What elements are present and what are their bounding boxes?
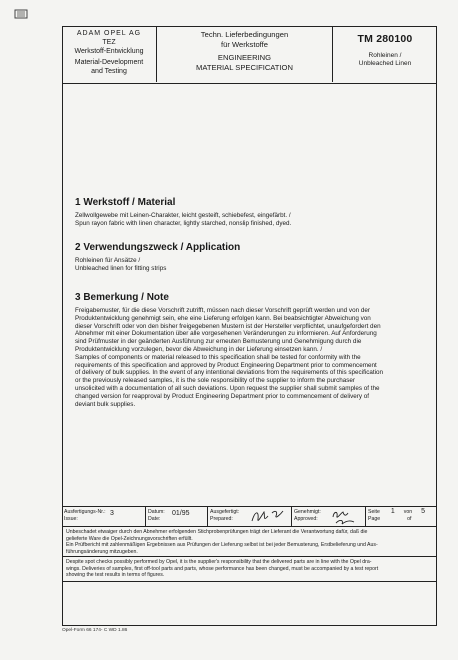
text-line: sind Prüfmuster in der geänderten Ausführung zur erneuten Bemusterung und Genehmigung durch die (75, 338, 362, 346)
section-note (75, 292, 430, 408)
spec-name (333, 52, 437, 68)
section-body (75, 307, 430, 408)
prepared-label-en: Prepared: (210, 515, 233, 522)
title-de-1: Techn. Lieferbedingungen (200, 30, 289, 39)
form-number: Opel-Form 66 174- C WD 1.86 (62, 628, 128, 633)
approved-label-en: Approved: (294, 515, 318, 522)
text-line: Spun rayon fabric with linen character, lightly starched, nonslip finished, dyed. (75, 219, 292, 227)
text-line: changed version for reapproval by Product Engineering Department prior to commencement of delivery of (75, 392, 370, 400)
prepared-signature-icon (250, 507, 290, 526)
approved-signature-icon (330, 507, 364, 526)
text-line: dieser Vorschrift oder von den bisher freigegebenen Mustern ist der Hersteller verpflichtet, unaufgefordert den (75, 322, 381, 330)
dept-en-1: Material-Development (74, 59, 144, 66)
page-value: 1 (390, 508, 395, 515)
header-spec-block (333, 26, 437, 82)
approved-label-de: Genehmigt: (294, 509, 321, 515)
text-line: Abnehmer mit einer Dokumentation über alle vorgesehenen Veränderungen zu informieren. Auf Anforderung (75, 330, 377, 338)
spec-number: TM 280100 (357, 33, 413, 45)
date-label-en: Date: (148, 515, 161, 522)
note-line: showing the test results in terms of figures. (66, 572, 165, 578)
header-title-block (157, 26, 333, 82)
section-heading: 1 Werkstoff / Material (75, 197, 176, 208)
text-line: Produktentwicklung vorzulegen, bevor die Abweichung in der Lieferung einsetzen kann. / (75, 345, 323, 353)
issue-cell (62, 507, 146, 526)
of-label-de: von (403, 509, 413, 515)
title-de-2: für Werkstoffe (221, 39, 268, 49)
note-line: Ein Prüfbericht mit zahlenmäßigen Ergebnissen aus Prüfungen der Lieferung selbst ist bei jeder Bemusterung, Erstbelieferung und Aus- (66, 542, 378, 548)
note-line: Unbeschadet etwaiger durch den Abnehmer erfolgenden Stichprobenprüfungen trägt der Lieferant die Verantwortung dafür, daß die (66, 529, 368, 535)
spec-name-2: Unbleached Linen (358, 60, 412, 67)
spec-name-1: Rohleinen / (368, 52, 402, 59)
note-line: gelieferte Ware die Opel-Zeichnungsvorschriften erfüllt. (66, 535, 193, 542)
text-line: unsolicited with a documentation of all such deviations. Upon request the supplier shall submit samples of the (75, 384, 380, 392)
title-en-2: MATERIAL SPECIFICATION (196, 62, 293, 72)
note-line: führungsänderung mitzugeben. (66, 548, 138, 555)
prepared-label-de: Ausgefertigt: (210, 509, 240, 515)
text-line: Unbleached linen for fitting strips (75, 264, 167, 272)
page-cell (366, 507, 437, 526)
text-line: of delivery of bulk supplies. In the event of any intentional deviations from the requirements of this specification (75, 369, 384, 377)
prepared-cell (208, 507, 292, 526)
section-application (75, 242, 430, 273)
text-line: Zellwollgewebe mit Leinen-Charakter, leicht gesteift, schiebefest, eingefärbt. / (75, 212, 291, 219)
note-line: wings. Deliveries of samples, first off-tool parts and parts, whose performance has been changed, must be accompanied by a test report (66, 565, 379, 572)
text-line: or the previously released samples, it is the sole responsibility of the supplier to inform the purchaser (75, 377, 355, 385)
page-label-de: Seite (368, 509, 380, 515)
issue-label-en: Issue: (64, 515, 78, 522)
section-heading: 2 Verwendungszweck / Application (75, 242, 241, 253)
text-line: Rohleinen für Ansätze / (75, 257, 141, 264)
date-value: 01/95 (172, 510, 190, 517)
document-footer (62, 506, 437, 626)
text-line: deviant bulk supplies. (75, 400, 136, 408)
page-label-en: Page (368, 515, 381, 522)
footer-signature-row (62, 506, 437, 527)
text-line: Produktentwicklung genehmigt sein, ehe eine Lieferung erfolgen kann. Bei beabsichtigter Abweichung von (75, 314, 371, 322)
of-value: 5 (421, 508, 426, 515)
date-label-de: Datum: (148, 509, 165, 515)
dept-de: Werkstoff-Entwicklung (74, 48, 144, 55)
section-body (75, 257, 430, 273)
footer-note-de (62, 527, 437, 557)
text-line: requirements of this specification and approved by Product Engineering Department prior to commencement (75, 361, 377, 369)
page-row-en (368, 516, 435, 523)
note-line: Despite spot checks possibly performed by Opel, it is the supplier's responsibility that the delivered parts are in line with the Opel dra- (66, 559, 372, 565)
dept-en-2: and Testing (91, 68, 127, 75)
scan-mark-icon (14, 9, 28, 19)
section-body (75, 212, 430, 228)
issue-value: 3 (110, 510, 114, 517)
title-en-1: ENGINEERING (217, 53, 272, 62)
approved-cell (292, 507, 366, 526)
of-label-en: of (407, 515, 412, 522)
company-name: ADAM OPEL AG (76, 30, 142, 37)
header-company-block (62, 26, 157, 82)
section-heading: 3 Bemerkung / Note (75, 292, 169, 303)
text-line: Samples of components or material released to this specification shall be tested for conformity with the (75, 353, 361, 361)
text-line: Freigabemuster, für die diese Vorschrift zutrifft, müssen nach dieser Vorschrift geprüft werden und von der (75, 307, 370, 314)
date-cell (146, 507, 208, 526)
issue-label-de: Ausfertigungs-Nr.: (64, 509, 106, 515)
footer-note-en (62, 557, 437, 582)
document-header (62, 26, 437, 84)
dept-code: TEZ (102, 39, 116, 46)
section-material (75, 197, 430, 228)
